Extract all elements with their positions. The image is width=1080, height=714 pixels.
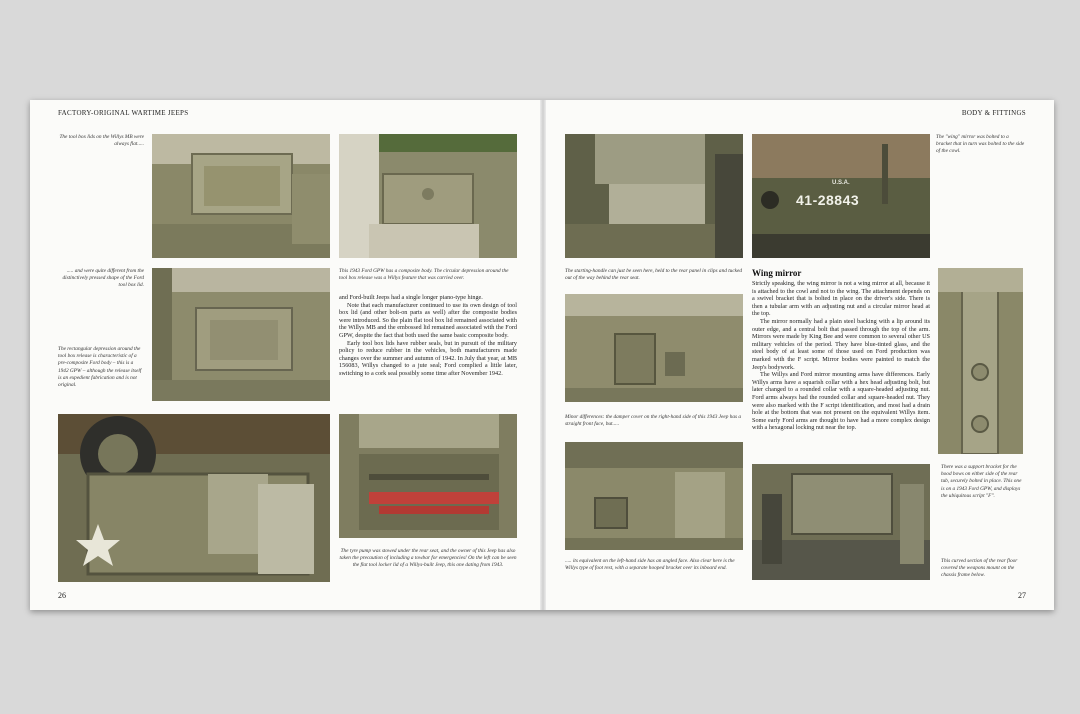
margin-caption-3: The rectangular depression around the tool box release is characteristic of a pre-composite Ford body – this is a 1942 GPW – although the release itself is an expedient fabrication and is not original. <box>58 346 142 389</box>
body-para-3: Early tool box lids have rubber seals, but in pursuit of the military policy to reduce rubber in the vehicles, both manufacturers made changes over the summer and autumn of 1942. In July that year, at MB 156083, Willys changed to a jute seal; Ford complied a little later, switching to a cork seal possibly some time after November 1942. <box>339 339 517 377</box>
left-running-head: FACTORY-ORIGINAL WARTIME JEEPS <box>58 109 189 117</box>
body-para-1: and Ford-built Jeeps had a single longer piano-type hinge. <box>339 294 483 301</box>
caption-damper-right: Minor differences: the damper cover on the right-hand side of this 1943 Jeep has a straight front face, but..... <box>565 414 742 428</box>
right-folio: 27 <box>1018 591 1026 600</box>
body-para-2: Note that each manufacturer continued to use its own design of tool box lid (and other bolt-on parts as well) after the composite bodies were introduced. So the plain flat tool box lid remained associated with the Willys MB and the embossed lid remained associated with the Ford GPW, despite the fact that both used the same basic composite body. <box>339 301 517 339</box>
caption-tyre-pump: The tyre pump was stowed under the rear seat, and the owner of this Jeep has also taken the precaution of including a towbar for emergencies! On the left can be seen the flat tool locker lid of a Willys-built Jeep, this one dating from 1943. <box>339 548 517 569</box>
photo-rear-floor <box>752 464 930 580</box>
right-running-head: BODY & FITTINGS <box>961 109 1026 117</box>
wing-para-2: The mirror normally had a plain steel backing with a lip around its outer edge, and a central bolt that passed through the top of the arm. Mirrors were made by King Bee and were common to several other US military vehicles of the period. They have blue-tinted glass, and the steel body of at least some of those used on Ford production was marked with the F script. Mirror bodies were painted to match the Jeep's bodywork. <box>752 317 930 371</box>
margin-caption-1: The tool box lids on the Willys MB were always flat..... <box>59 134 144 148</box>
left-folio: 26 <box>58 591 66 600</box>
right-margin-caption-1: The "wing" mirror was bolted to a bracket that in turn was bolted to the side of the cowl. <box>936 134 1025 155</box>
wing-para-1: Strictly speaking, the wing mirror is not a wing mirror at all, because it is attached to the cowl and not to the wing. The attachment depends on a swivel bracket that is bolted in place on the driver's side. There is then a tubular arm with an adjusting nut and a circular mirror head at the top. <box>752 280 930 318</box>
margin-caption-2: ..... and were quite different from the distinctively pressed shape of the Ford tool box lid. <box>62 268 144 289</box>
book-gutter <box>540 100 546 610</box>
photo-tyre-pump <box>339 414 517 538</box>
photo-toolbox-willys <box>152 134 330 258</box>
wing-para-3: The Willys and Ford mirror mounting arms have differences. Early Willys arms have a squarish collar with a hex head adjusting bolt, but later changed to a rounded collar with a square-headed adjusting nut. Ford arms always had the rounded collar and square-headed nut. They were also marked with the F script identification, and most had a drain hole at the bottom that was not present on the equivalent Willys item. Some early Ford arms are thought to have had a more complex design with a hexagonal locking nut near the top. <box>752 371 930 432</box>
right-margin-caption-2: There was a support bracket for the hood bows on either side of the rear tub, securely bolted in place. This one is on a 1943 Ford GPW, and displays the ubiquitous script "F". <box>941 464 1022 499</box>
photo-damper-right <box>565 294 743 402</box>
photo-hood-bow-bracket <box>938 268 1023 454</box>
left-body-text <box>339 294 517 378</box>
photo-damper-left <box>565 442 743 550</box>
caption-damper-left: ..... its equivalent on the left-hand side has an angled face. Also clear here is the Willys type of foot rest, with a separate hooped bracket over its inboard end. <box>565 558 735 572</box>
photo-composite-body <box>339 134 517 258</box>
section-heading-wing-mirror: Wing mirror <box>752 268 802 278</box>
right-margin-caption-3: This curved section of the rear floor covered the weapons mount on the chassis frame below. <box>941 558 1018 579</box>
caption-composite-body: This 1943 Ford GPW has a composite body. The circular depression around the tool box release was a Willys feature that was carried over. <box>339 268 509 282</box>
photo-ford-toolbox-lid <box>152 268 330 401</box>
book-spread <box>30 100 1054 610</box>
photo-jeep-rear-tub <box>58 414 330 582</box>
caption-starting-handle: The starting-handle can just be seen here, held to the rear panel in clips and tucked out of the way behind the rear seat. <box>565 268 743 282</box>
jeep-registration-number: 41-28843 <box>796 192 860 208</box>
right-body-text <box>752 280 930 432</box>
photo-jeep-front <box>752 134 930 258</box>
photo-starting-handle <box>565 134 743 258</box>
jeep-usa-marking: U.S.A. <box>832 180 850 186</box>
